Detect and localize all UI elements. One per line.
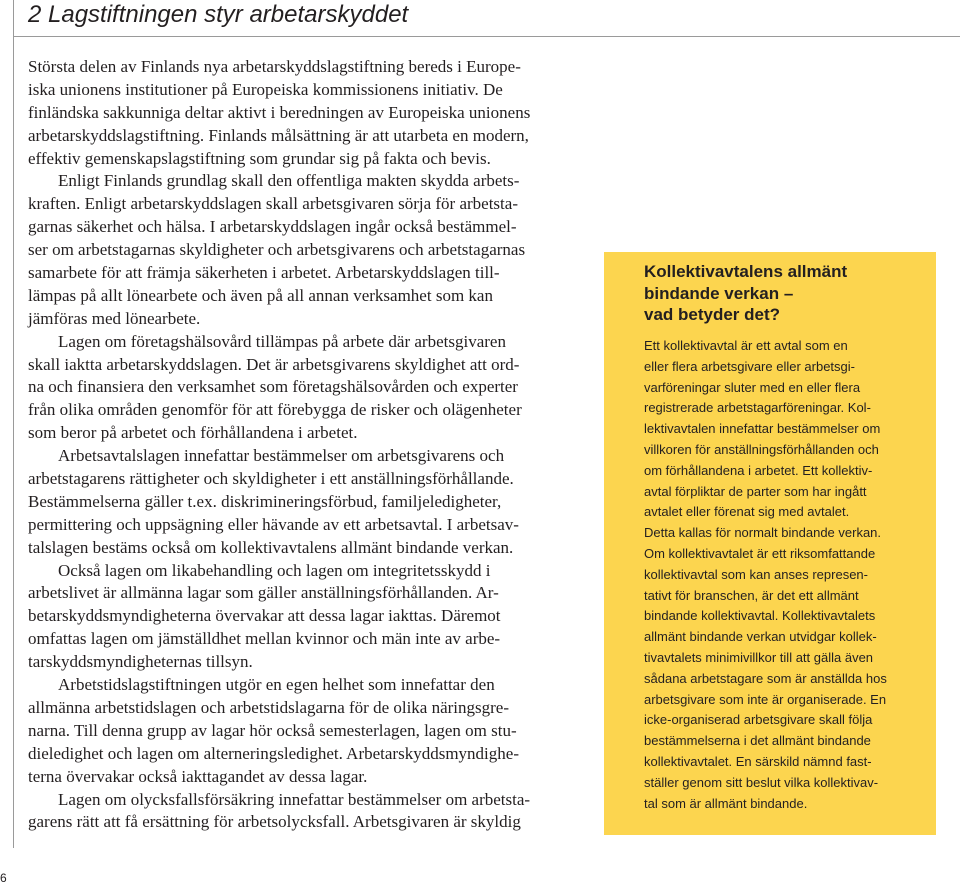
sidebar-body-line: eller flera arbetsgivare eller arbetsgi-: [644, 358, 855, 374]
body-line: skall iaktta arbetarskyddslagen. Det är arbetsgivarens skyldighet att ord-: [28, 354, 520, 374]
body-line: narna. Till denna grupp av lagar hör också semesterlagen, lagen om stu-: [28, 720, 517, 740]
page-left-rule: [13, 0, 14, 848]
body-line: finländska sakkunniga deltar aktivt i beredningen av Europeiska unionens: [28, 102, 531, 122]
body-line: Lagen om olycksfallsförsäkring innefattar bestämmelser om arbetsta-: [58, 789, 531, 809]
sidebar-body-line: bindande kollektivavtal. Kollektivavtalets: [644, 608, 876, 624]
sidebar-body-line: om förhållandena i arbetet. Ett kollektiv-: [644, 462, 873, 478]
body-line: effektiv gemenskapslagstiftning som grundar sig på fakta och bevis.: [28, 148, 491, 168]
sidebar-body-line: Detta kallas för normalt bindande verkan.: [644, 525, 882, 541]
body-line: kraften. Enligt arbetarskyddslagen skall arbetsgivaren sörja för arbetsta-: [28, 194, 518, 214]
body-line: Bestämmelserna gäller t.ex. diskrimineringsförbud, familjeledigheter,: [28, 491, 502, 511]
sidebar-body-line: lektivavtalen innefattar bestämmelser om: [644, 421, 881, 437]
body-line: som beror på arbetet och förhållandena i arbetet.: [28, 423, 358, 443]
body-line: Arbetstidslagstiftningen utgör en egen helhet som innefattar den: [58, 675, 495, 695]
sidebar-title-line: Kollektivavtalens allmänt: [644, 262, 848, 281]
sidebar-title: [644, 261, 924, 326]
sidebar-body-line: icke-organiserad arbetsgivare skall följa: [644, 712, 873, 728]
body-line: betarskyddsmyndigheterna övervakar att dessa lagar iakttas. Däremot: [28, 606, 501, 626]
body-line: ser om arbetstagarnas skyldigheter och arbetsgivarens och arbetstagarnas: [28, 240, 526, 260]
body-line: iska unionens institutioner på Europeiska kommissionens initiativ. De: [28, 79, 503, 99]
body-line: Lagen om företagshälsovård tillämpas på arbete där arbetsgivaren: [58, 331, 506, 351]
body-line: allmänna arbetstidslagen och arbetstidslagarna för de olika näringsgre-: [28, 697, 510, 717]
chapter-title: 2 Lagstiftningen styr arbetarskyddet: [28, 1, 409, 28]
sidebar-body-line: registrerade arbetstagarföreningar. Kol-: [644, 400, 871, 416]
body-line: Enligt Finlands grundlag skall den offentliga makten skydda arbets-: [58, 171, 520, 191]
body-line: arbetslivet är allmänna lagar som gäller anställningsförhållanden. Ar-: [28, 583, 499, 603]
sidebar-body-line: tal som är allmänt bindande.: [644, 795, 808, 811]
sidebar-body-line: Om kollektivavtalet är ett riksomfattande: [644, 545, 876, 561]
sidebar-body-text: [644, 336, 929, 814]
sidebar-body-line: Ett kollektivavtal är ett avtal som en: [644, 338, 848, 353]
body-line: garens rätt att få ersättning för arbetsolycksfall. Arbetsgivaren är skyldig: [28, 812, 521, 832]
body-line: permittering och uppsägning eller hävande av ett arbetsavtal. I arbetsav-: [28, 514, 519, 534]
sidebar-body-line: varföreningar sluter med en eller flera: [644, 379, 861, 395]
sidebar-body-line: arbetsgivare som inte är organiserade. En: [644, 691, 887, 707]
body-line: samarbete för att främja säkerheten i arbetet. Arbetarskyddslagen till-: [28, 263, 500, 283]
body-line: arbetarskyddslagstiftning. Finlands målsättning är att utarbeta en modern,: [28, 125, 529, 145]
body-line: arbetstagarens rättigheter och skyldigheter i ett anställningsförhållande.: [28, 469, 514, 489]
header-rule: [13, 36, 960, 37]
body-line: tarskyddsmyndigheternas tillsyn.: [28, 652, 253, 672]
sidebar-body-line: kollektivavtal som kan anses represen-: [644, 566, 868, 582]
sidebar-body-line: tativt för branschen, är det ett allmänt: [644, 587, 859, 603]
body-line: terna övervakar också iakttagandet av dessa lagar.: [28, 766, 368, 786]
info-box-sidebar: [604, 252, 936, 835]
body-line: garnas säkerhet och hälsa. I arbetarskyddslagen ingår också bestämmel-: [28, 217, 517, 237]
sidebar-body-line: ställer genom sitt beslut vilka kollektivav-: [644, 774, 879, 790]
sidebar-title-line: bindande verkan –: [644, 283, 794, 303]
main-body-text: [28, 56, 590, 834]
sidebar-title-line: vad betyder det?: [644, 305, 781, 324]
body-line: Också lagen om likabehandling och lagen om integritetsskydd i: [58, 560, 491, 580]
body-line: talslagen bestäms också om kollektivavtalens allmänt bindande verkan.: [28, 537, 514, 557]
sidebar-body-line: avtalet eller förenat sig med avtalet.: [644, 504, 850, 520]
sidebar-body-line: kollektivavtalet. En särskild nämnd fast-: [644, 753, 872, 769]
sidebar-body-line: villkoren för anställningsförhållanden och: [644, 441, 879, 457]
body-line: na och finansiera den verksamhet som företagshälsovården och experter: [28, 377, 518, 397]
body-line: omfattas lagen om jämställdhet mellan kvinnor och män inte av arbe-: [28, 629, 501, 649]
body-line: jämföras med lönearbete.: [28, 308, 201, 328]
body-line: lämpas på allt lönearbete och även på all annan verksamhet som kan: [28, 285, 493, 305]
body-line: dieledighet och lagen om alterneringsledighet. Arbetarskyddsmyndighe-: [28, 743, 519, 763]
body-line: från olika områden genomför för att förebygga de risker och olägenheter: [28, 400, 522, 420]
sidebar-body-line: tivavtalets minimivillkor till att gälla även: [644, 649, 874, 665]
body-line: Största delen av Finlands nya arbetarskyddslagstiftning bereds i Europe-: [28, 57, 521, 76]
body-line: Arbetsavtalslagen innefattar bestämmelser om arbetsgivarens och: [58, 446, 505, 466]
sidebar-body-line: avtal förpliktar de parter som har ingått: [644, 483, 867, 499]
sidebar-body-line: allmänt bindande verkan utvidgar kollek-: [644, 629, 877, 645]
sidebar-body-line: sådana arbetstagare som är anställda hos: [644, 670, 887, 686]
sidebar-body-line: bestämmelserna i det allmänt bindande: [644, 733, 871, 749]
page-number: 6: [0, 871, 7, 885]
